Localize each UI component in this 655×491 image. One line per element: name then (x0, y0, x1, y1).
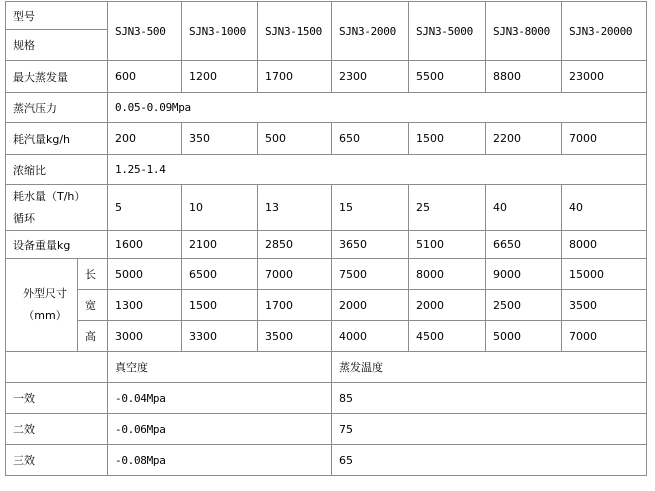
cell-value: 2200 (486, 123, 562, 155)
cell-value: 25 (409, 185, 486, 231)
cell-value: 1600 (108, 231, 182, 259)
cell-value: 2850 (258, 231, 332, 259)
cell-value: 8000 (562, 231, 647, 259)
cell-value: 2000 (332, 290, 409, 321)
model-name: SJN3-500 (108, 2, 182, 61)
dimensions-label-line2: （mm） (23, 309, 67, 322)
cell-value: 1500 (409, 123, 486, 155)
dim-label-width: 宽 (78, 290, 108, 321)
cell-value: 5000 (486, 321, 562, 352)
effects-header-row (6, 352, 647, 383)
table-row (6, 61, 647, 93)
cell-value: 1700 (258, 61, 332, 93)
temperature-value: 65 (332, 445, 647, 476)
row-label-steam-pressure: 蒸汽压力 (6, 93, 108, 123)
dimensions-label-line1: 外型尺寸 (23, 287, 67, 300)
cell-value: 15000 (562, 259, 647, 290)
dim-label-length: 长 (78, 259, 108, 290)
cell-value: 3650 (332, 231, 409, 259)
vacuum-value: -0.06Mpa (108, 414, 332, 445)
row-label-evaporation: 最大蒸发量 (6, 61, 108, 93)
model-name: SJN3-5000 (409, 2, 486, 61)
cell-value: 1700 (258, 290, 332, 321)
vacuum-value: -0.08Mpa (108, 445, 332, 476)
cell-value: 4000 (332, 321, 409, 352)
cell-value: 40 (486, 185, 562, 231)
table-row (6, 259, 647, 290)
effects-corner-cell (6, 352, 108, 383)
water-label-line2: 循环 (13, 211, 35, 225)
cell-value: 3500 (562, 290, 647, 321)
cell-value: 3500 (258, 321, 332, 352)
temperature-value: 85 (332, 383, 647, 414)
vacuum-value: -0.04Mpa (108, 383, 332, 414)
vacuum-header: 真空度 (108, 352, 332, 383)
cell-value: 7000 (562, 321, 647, 352)
cell-value: 7000 (562, 123, 647, 155)
cell-value: 13 (258, 185, 332, 231)
concentration-value: 1.25-1.4 (108, 155, 647, 185)
cell-value: 2100 (182, 231, 258, 259)
spec-table (5, 1, 647, 476)
table-row (6, 290, 647, 321)
cell-value: 40 (562, 185, 647, 231)
temperature-header: 蒸发温度 (332, 352, 647, 383)
row-label-weight: 设备重量kg (6, 231, 108, 259)
cell-value: 1300 (108, 290, 182, 321)
cell-value: 3000 (108, 321, 182, 352)
model-name: SJN3-2000 (332, 2, 409, 61)
cell-value: 5000 (108, 259, 182, 290)
cell-value: 4500 (409, 321, 486, 352)
cell-value: 10 (182, 185, 258, 231)
table-row (6, 185, 647, 231)
cell-value: 2300 (332, 61, 409, 93)
temperature-value: 75 (332, 414, 647, 445)
cell-value: 5 (108, 185, 182, 231)
model-name: SJN3-1500 (258, 2, 332, 61)
effect-label: 一效 (6, 383, 108, 414)
cell-value: 5500 (409, 61, 486, 93)
cell-value: 7000 (258, 259, 332, 290)
water-label-line1: 耗水量（T/h） (13, 189, 86, 203)
dim-label-height: 高 (78, 321, 108, 352)
model-name: SJN3-8000 (486, 2, 562, 61)
cell-value: 2500 (486, 290, 562, 321)
row-label-dimensions (6, 259, 78, 352)
row-label-water (6, 185, 108, 231)
effect-label: 三效 (6, 445, 108, 476)
spec-label: 规格 (6, 30, 108, 61)
cell-value: 600 (108, 61, 182, 93)
cell-value: 2000 (409, 290, 486, 321)
table-row (6, 123, 647, 155)
effect-label: 二效 (6, 414, 108, 445)
row-label-steam-consumption: 耗汽量kg/h (6, 123, 108, 155)
steam-pressure-value: 0.05-0.09Mpa (108, 93, 647, 123)
cell-value: 3300 (182, 321, 258, 352)
table-row (6, 321, 647, 352)
table-row (6, 155, 647, 185)
row-label-concentration: 浓缩比 (6, 155, 108, 185)
model-name: SJN3-1000 (182, 2, 258, 61)
header-row-model (6, 2, 647, 30)
table-row (6, 414, 647, 445)
cell-value: 6500 (182, 259, 258, 290)
table-row (6, 231, 647, 259)
table-row (6, 445, 647, 476)
cell-value: 6650 (486, 231, 562, 259)
model-label: 型号 (6, 2, 108, 30)
model-name: SJN3-20000 (562, 2, 647, 61)
cell-value: 350 (182, 123, 258, 155)
cell-value: 650 (332, 123, 409, 155)
cell-value: 1500 (182, 290, 258, 321)
cell-value: 8000 (409, 259, 486, 290)
cell-value: 5100 (409, 231, 486, 259)
cell-value: 8800 (486, 61, 562, 93)
cell-value: 200 (108, 123, 182, 155)
cell-value: 7500 (332, 259, 409, 290)
table-row (6, 93, 647, 123)
cell-value: 9000 (486, 259, 562, 290)
cell-value: 1200 (182, 61, 258, 93)
cell-value: 15 (332, 185, 409, 231)
table-row (6, 383, 647, 414)
cell-value: 500 (258, 123, 332, 155)
cell-value: 23000 (562, 61, 647, 93)
